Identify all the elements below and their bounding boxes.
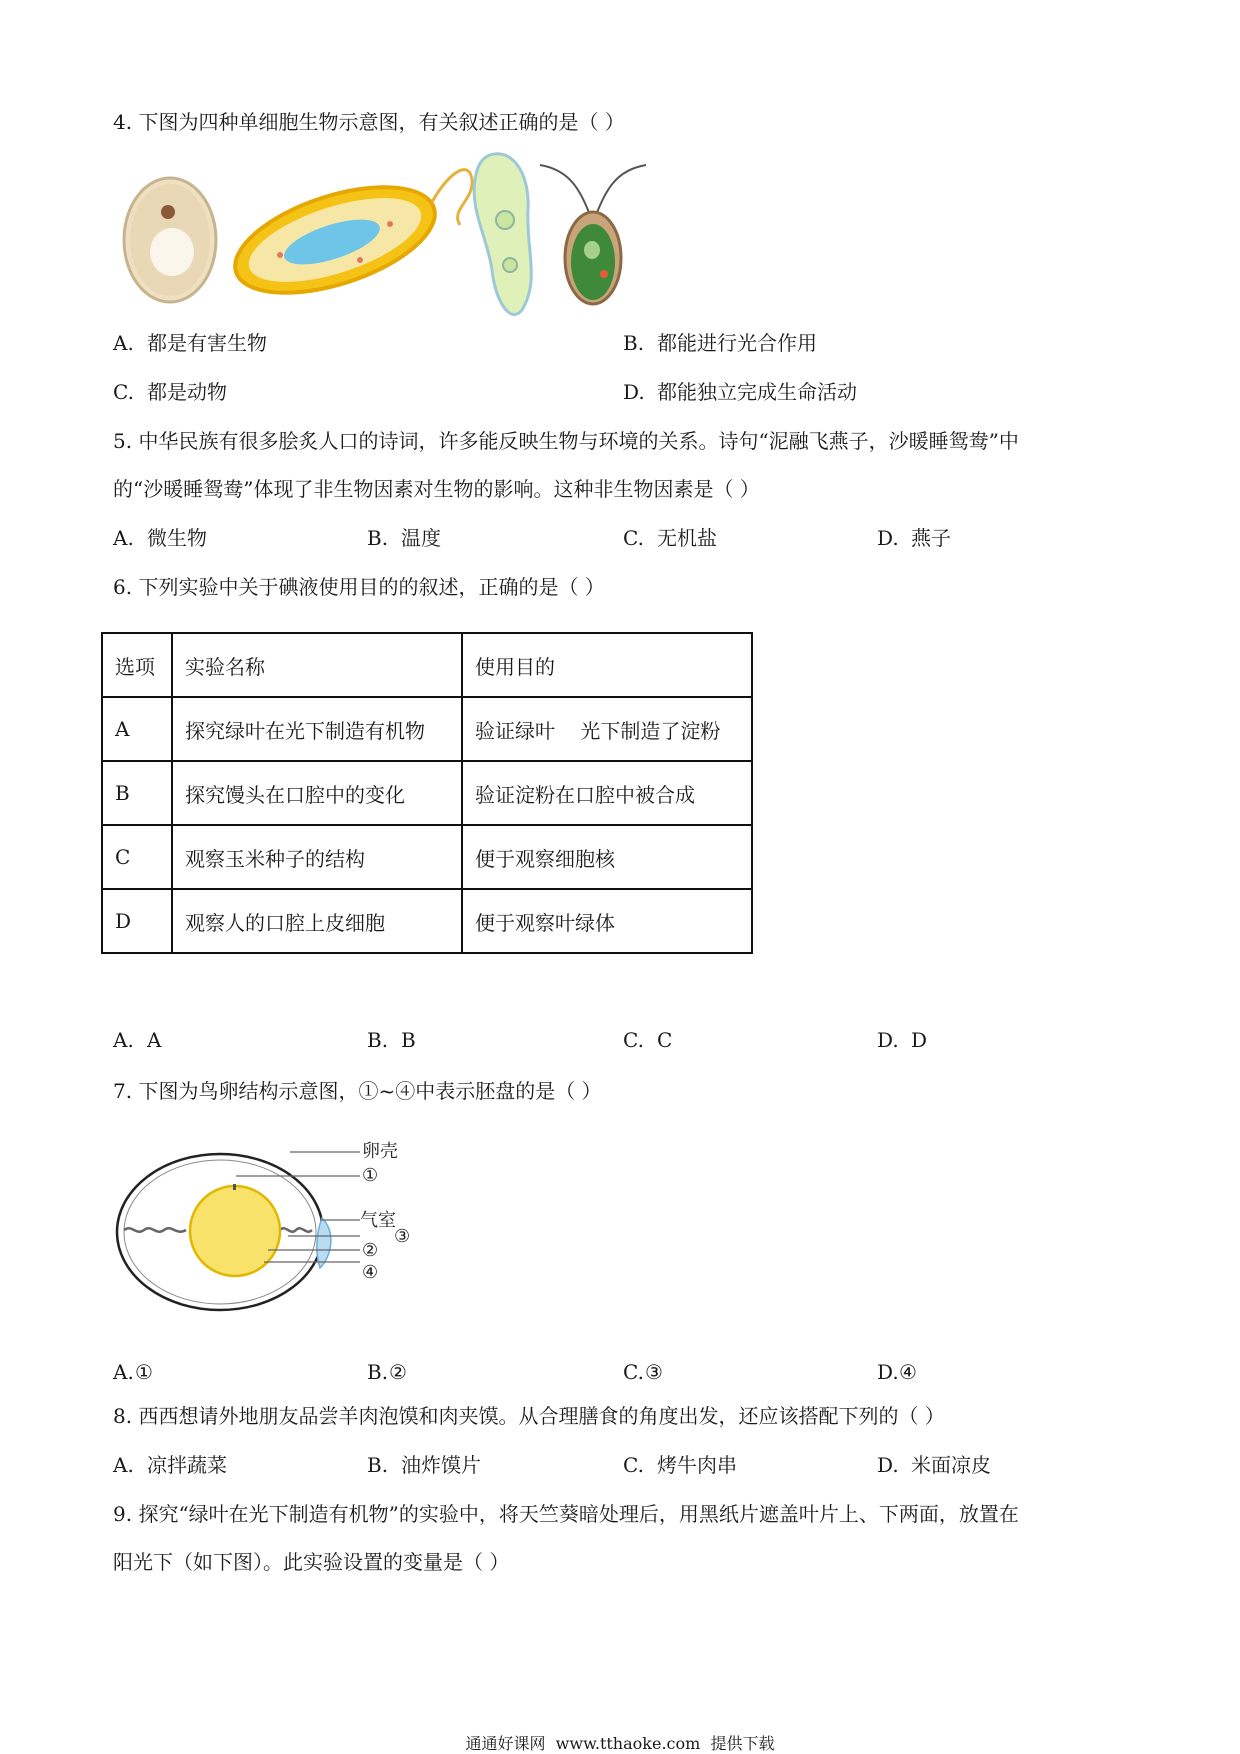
table-cell: 便于观察细胞核 (462, 825, 752, 889)
label-3: ③ (394, 1226, 411, 1247)
q4-option-a[interactable]: A. 都是有害生物 (113, 331, 267, 355)
table-cell: 验证淀粉在口腔中被合成 (462, 761, 752, 825)
label-1: ① (362, 1165, 379, 1186)
table-header-cell: 选项 (102, 633, 172, 697)
q7-option-d[interactable]: D.④ (877, 1360, 917, 1384)
q4-option-d[interactable]: D. 都能独立完成生命活动 (623, 380, 857, 404)
label-2: ② (362, 1240, 379, 1261)
table-cell: 便于观察叶绿体 (462, 889, 752, 953)
chlamydomonas-icon (540, 165, 646, 304)
table-cell: 验证绿叶 光下制造了淀粉 (462, 697, 752, 761)
table-cell: B (102, 761, 172, 825)
table-cell: C (102, 825, 172, 889)
table-header-row (102, 633, 752, 697)
table-cell: A (102, 697, 172, 761)
q7-option-a[interactable]: A.① (113, 1360, 153, 1384)
bacterium-icon (222, 166, 472, 314)
page-footer: 通通好课网 www.tthaoke.com 提供下载 (465, 1734, 775, 1753)
q7-stem: 7. 下图为鸟卵结构示意图，①~④中表示胚盘的是（ ） (113, 1079, 602, 1103)
q5-option-b[interactable]: B. 温度 (367, 526, 441, 550)
q6-option-c[interactable]: C. C (623, 1028, 673, 1052)
table-row (102, 697, 752, 761)
shell-label: 卵壳 (362, 1141, 398, 1162)
table-cell: D (102, 889, 172, 953)
yeast-cell-icon (124, 178, 216, 302)
q5-option-a[interactable]: A. 微生物 (113, 526, 207, 550)
table-row (102, 761, 752, 825)
q8-option-d[interactable]: D. 米面凉皮 (877, 1453, 991, 1477)
q6-option-b[interactable]: B. B (367, 1028, 416, 1052)
q5-option-d[interactable]: D. 燕子 (877, 526, 951, 550)
table-row (102, 825, 752, 889)
table-cell: 探究绿叶在光下制造有机物 (172, 697, 462, 761)
q6-stem: 6. 下列实验中关于碘液使用目的的叙述，正确的是（ ） (113, 575, 605, 599)
q5-stem-line1: 5. 中华民族有很多脍炙人口的诗词，许多能反映生物与环境的关系。诗句“泥融飞燕子，沙暖睡鸳鸯”中 (113, 429, 1019, 453)
q4-figure (110, 150, 750, 330)
table-cell: 观察玉米种子的结构 (172, 825, 462, 889)
bird-egg-diagram (110, 1138, 430, 1318)
q9-stem-line1: 9. 探究“绿叶在光下制造有机物”的实验中，将天竺葵暗处理后，用黑纸片遮盖叶片上、下两面，放置在 (113, 1502, 1019, 1526)
q6-option-d[interactable]: D. D (877, 1028, 928, 1052)
table-row (102, 889, 752, 953)
q8-option-c[interactable]: C. 烤牛肉串 (623, 1453, 737, 1477)
paramecium-icon (474, 154, 531, 315)
q4-option-b[interactable]: B. 都能进行光合作用 (623, 331, 817, 355)
q8-option-a[interactable]: A. 凉拌蔬菜 (113, 1453, 227, 1477)
q8-option-b[interactable]: B. 油炸馍片 (367, 1453, 481, 1477)
table-cell: 观察人的口腔上皮细胞 (172, 889, 462, 953)
q7-option-c[interactable]: C.③ (623, 1360, 663, 1384)
q5-option-c[interactable]: C. 无机盐 (623, 526, 717, 550)
label-4: ④ (362, 1262, 379, 1283)
q7-option-b[interactable]: B.② (367, 1360, 407, 1384)
q6-option-a[interactable]: A. A (113, 1028, 162, 1052)
q6-table (101, 632, 753, 954)
air-chamber-label: 气室 (360, 1210, 396, 1231)
q4-stem: 4. 下图为四种单细胞生物示意图，有关叙述正确的是（ ） (113, 110, 625, 134)
table-header-cell: 实验名称 (172, 633, 462, 697)
q9-stem-line2: 阳光下（如下图）。此实验设置的变量是（ ） (113, 1550, 510, 1574)
table-cell: 探究馒头在口腔中的变化 (172, 761, 462, 825)
q8-stem: 8. 西西想请外地朋友品尝羊肉泡馍和肉夹馍。从合理膳食的角度出发，还应该搭配下列的（ ） (113, 1404, 945, 1428)
q4-option-c[interactable]: C. 都是动物 (113, 380, 227, 404)
table-header-cell: 使用目的 (462, 633, 752, 697)
q5-stem-line2: 的“沙暖睡鸳鸯”体现了非生物因素对生物的影响。这种非生物因素是（ ） (113, 477, 760, 501)
